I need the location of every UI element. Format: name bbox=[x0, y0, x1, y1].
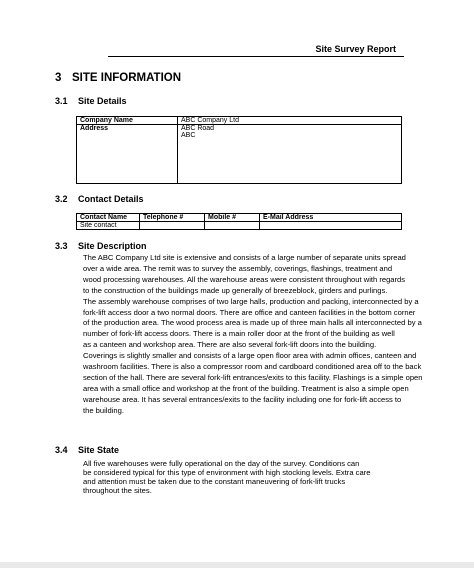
table-cell bbox=[140, 222, 205, 230]
address-value bbox=[178, 125, 402, 184]
site-state-text: All five warehouses were fully operational on the day of the survey. Conditions can be considered typical for this type of environment with high stocking levels. Extra care and attention must be taken due to the constant maneuvering of fork-lift trucks throughout the sites. bbox=[83, 459, 371, 495]
column-header: Contact Name bbox=[77, 214, 140, 222]
column-header: Telephone # bbox=[140, 214, 205, 222]
page-header-title: Site Survey Report bbox=[315, 44, 396, 54]
column-header: E-Mail Address bbox=[260, 214, 402, 222]
table-cell bbox=[260, 222, 402, 230]
company-name-label: Company Name bbox=[77, 117, 178, 125]
site-details-table bbox=[76, 116, 402, 184]
column-header: Mobile # bbox=[205, 214, 260, 222]
subsection-number: 3.1 bbox=[55, 96, 68, 106]
subsection-title: Site State bbox=[78, 445, 120, 455]
subsection-number: 3.2 bbox=[55, 194, 68, 204]
site-description-text: The ABC Company Ltd site is extensive and consists of a large number of separate units spread over a wide area. The remit was to survey the assembly, coverings, flashings, treatment and wood processing warehouses. All the warehouse areas were consistent throughout with regards to the construction of the buildings made up generally of breezeblock, girders and purlings. The assembly warehouse comprises of two large halls, production and packing, interconnected by a fork-lift access door a two normal doors. There are office and canteen facilities in the bottom corner of the production area. The wood process area is made up of three main halls all interconnected by a number of fork-lift access doors. There is a main roller door at the front of the building as well as a canteen and workshop area. There are also several fork-lift doors into the building. Coverings is slightly smaller and consists of a large open floor area with admin offices, canteen and washroom facilities. There is also a compressor room and cardboard conditioned area off to the back section of the hall. There are several fork-lift entrances/exits to this facility. Flashings is a simple open area with a small office and workshop at the front of the building. Treatment is also a simple open warehouse area. It has several entrances/exits to the facility including one for fork-lift access to the building. bbox=[83, 253, 423, 415]
subsection-title: Contact Details bbox=[78, 194, 144, 204]
subsection-title: Site Description bbox=[78, 241, 147, 251]
table-cell bbox=[205, 222, 260, 230]
contact-details-table bbox=[76, 213, 402, 230]
subsection-title: Site Details bbox=[78, 96, 127, 106]
page-bottom-edge bbox=[0, 562, 474, 568]
address-label: Address bbox=[77, 125, 178, 184]
header-rule bbox=[108, 56, 404, 57]
company-name-value: ABC Company Ltd bbox=[178, 117, 402, 125]
section-title: SITE INFORMATION bbox=[72, 72, 182, 84]
table-cell: Site contact bbox=[77, 222, 140, 230]
address-line-1: ABC Road bbox=[181, 125, 215, 132]
section-number: 3 bbox=[55, 72, 62, 84]
subsection-number: 3.4 bbox=[55, 445, 68, 455]
subsection-number: 3.3 bbox=[55, 241, 68, 251]
address-line-2: ABC bbox=[181, 132, 196, 139]
